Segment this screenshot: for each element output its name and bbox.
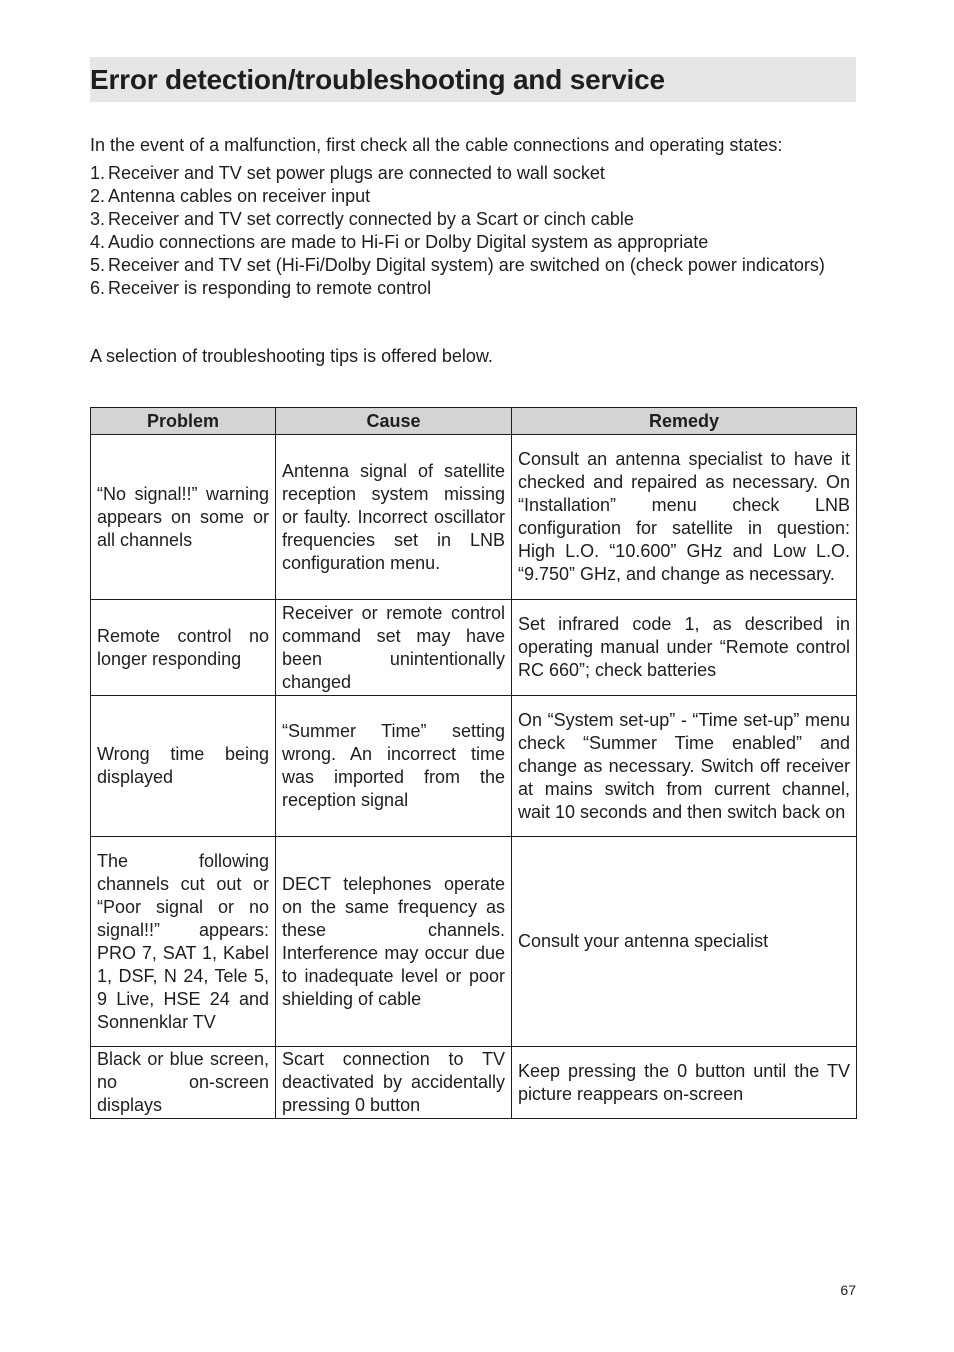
list-item-text: Antenna cables on receiver input	[108, 186, 371, 206]
header-remedy: Remedy	[512, 408, 857, 435]
remedy-cell: Consult your antenna specialist	[512, 837, 857, 1047]
list-item	[90, 208, 856, 231]
troubleshooting-table	[90, 407, 857, 1119]
table-row	[91, 696, 857, 837]
list-item-number: 3.	[90, 209, 106, 229]
problem-cell: “No signal!!” warning appears on some or all channels	[91, 435, 276, 600]
page-title: Error detection/troubleshooting and service	[90, 64, 665, 95]
list-item-text: Receiver and TV set correctly connected by a Scart or cinch cable	[108, 209, 634, 229]
cause-cell: DECT telephones operate on the same frequency as these channels. Interference may occur due to inadequate level or poor shielding of cable	[276, 837, 512, 1047]
tips-intro-text: A selection of troubleshooting tips is offered below.	[90, 346, 493, 366]
cause-cell: Scart connection to TV deactivated by accidentally pressing 0 button	[276, 1047, 512, 1119]
table-row	[91, 600, 857, 696]
list-item	[90, 231, 856, 254]
list-item-number: 6.	[90, 278, 106, 298]
problem-cell: Black or blue screen, no on-screen displays	[91, 1047, 276, 1119]
list-item-text: Receiver is responding to remote control	[108, 278, 432, 298]
list-item-number: 2.	[90, 186, 106, 206]
list-item-text: Receiver and TV set power plugs are connected to wall socket	[108, 163, 605, 183]
checklist	[90, 162, 856, 300]
remedy-cell: On “System set-up” - “Time set-up” menu check “Summer Time enabled” and change as necessary. Switch off receiver at mains switch from current channel, wait 10 seconds and then switch back on	[512, 696, 857, 837]
problem-cell: The following channels cut out or “Poor signal or no signal!!” appears: PRO 7, SAT 1, Kabel 1, DSF, N 24, Tele 5, 9 Live, HSE 24 and Sonnenklar TV	[91, 837, 276, 1047]
list-item-text: Audio connections are made to Hi-Fi or Dolby Digital system as appropriate	[108, 232, 709, 252]
remedy-cell: Keep pressing the 0 button until the TV picture reappears on-screen	[512, 1047, 857, 1119]
remedy-cell: Set infrared code 1, as described in operating manual under “Remote control RC 660”; check batteries	[512, 600, 857, 696]
list-item	[90, 277, 856, 300]
table-row	[91, 435, 857, 600]
list-item	[90, 185, 856, 208]
list-item-number: 1.	[90, 163, 106, 183]
list-item-number: 4.	[90, 232, 106, 252]
cause-cell: Receiver or remote control command set may have been unintentionally changed	[276, 600, 512, 696]
table-row	[91, 1047, 857, 1119]
list-item-number: 5.	[90, 255, 106, 275]
cause-cell: Antenna signal of satellite reception system missing or faulty. Incorrect oscillator frequencies set in LNB configuration menu.	[276, 435, 512, 600]
list-item	[90, 254, 856, 277]
page-number: 67	[840, 1282, 856, 1298]
cause-cell: “Summer Time” setting wrong. An incorrect time was imported from the reception signal	[276, 696, 512, 837]
header-problem: Problem	[91, 408, 276, 435]
remedy-cell: Consult an antenna specialist to have it checked and repaired as necessary. On “Installation” menu check LNB configuration for satellite in question: High L.O. “10.600” GHz and Low L.O. “9.750” GHz, and change as necessary.	[512, 435, 857, 600]
list-item	[90, 162, 856, 185]
problem-cell: Wrong time being displayed	[91, 696, 276, 837]
table-header-row	[91, 408, 857, 435]
problem-cell: Remote control no longer responding	[91, 600, 276, 696]
table-row	[91, 837, 857, 1047]
list-item-text: Receiver and TV set (Hi-Fi/Dolby Digital system) are switched on (check power indicators)	[108, 255, 825, 275]
intro-text: In the event of a malfunction, first check all the cable connections and operating states:	[90, 135, 783, 155]
title-bar	[90, 57, 856, 102]
header-cause: Cause	[276, 408, 512, 435]
